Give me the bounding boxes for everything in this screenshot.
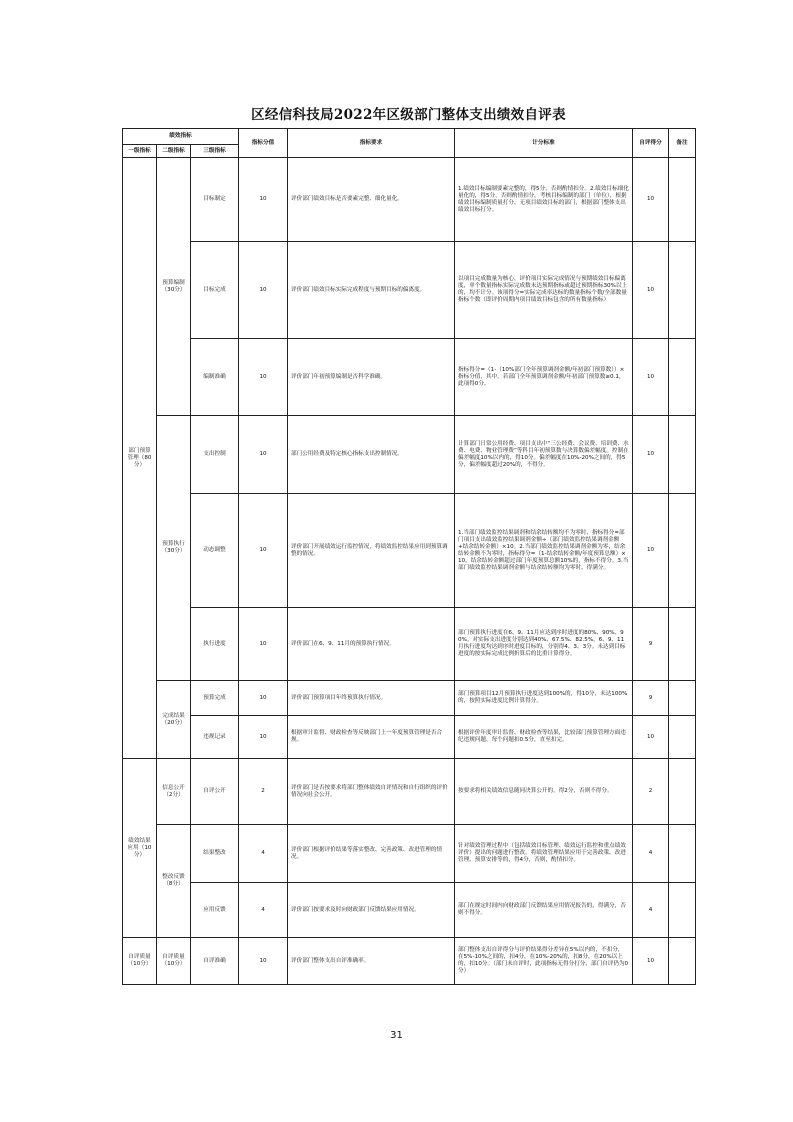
scoring-cell: 计算部门日常公用经费、项目支出中“三公经费、会议费、培训费、水费、电费、物业管理费”等科目年初预算数与决算数偏差幅度。控制在偏差幅度10%以内的，得10分。偏差幅度在10%-20%之间的，得5分，偏差幅度超过20%的，不得分。 [455,416,633,494]
weight-cell: 10 [239,938,288,985]
l3-cell: 结果整改 [191,825,239,883]
scoring-cell: 针对绩效管理过程中（包括绩效目标管理、绩效运行监控和重点绩效评价）提出的问题进行整改，将绩效管理结果应用于完善政策、改进管理、预算安排等的，得4分，否则，酌情扣分。 [455,825,633,883]
header-requirement: 指标要求 [288,129,455,158]
header-level3: 三级指标 [191,145,239,158]
l1-results: 绩效结果应用（10分） [123,759,157,938]
remark-cell [669,759,696,825]
scoring-cell: 1.绩效目标编制要素完整的，得5分，否则酌情扣分。2.绩效目标细化量化的，得5分，否则酌情扣分。考核目标编制的部门（单位），根据绩效目标编制质量打分，无项目绩效目标的部门，根据部门整体支出绩效目标打分。 [455,158,633,242]
score-cell: 10 [633,339,669,416]
l2-complete: 完成结果（20分） [157,681,191,759]
score-cell: 10 [633,938,669,985]
remark-cell [669,681,696,716]
l3-cell: 目标制定 [191,158,239,242]
page-title: 区经信科技局2022年区级部门整体支出绩效自评表 [251,107,566,123]
header-row-1 [123,129,696,145]
l1-budget: 部门预算管理（80分） [123,158,157,759]
header-scoring: 计分标准 [455,129,633,158]
header-remark: 备注 [669,129,696,158]
requirement-cell: 评价部门开展绩效运行监控情况，将绩效监控结果应用到预算调整的情况。 [288,494,455,608]
scoring-cell: 根据评价年度审计监督、财政检查等结果，比较部门预算管理方面违纪违规问题，每个问题扣0.5分，直至扣完。 [455,716,633,759]
header-score: 自评得分 [633,129,669,158]
weight-cell: 10 [239,494,288,608]
table-row [123,825,696,883]
requirement-cell: 评价部门是否按要求将部门整体绩效自评情况和自行组织的评价情况向社会公开。 [288,759,455,825]
score-cell: 10 [633,242,669,339]
score-cell: 4 [633,825,669,883]
table-row [123,494,696,608]
scoring-cell: 部门预算执行进度在6、9、11月应达到序时进度的80%、90%、90%。对实际支出进度分别达到40%、67.5%、82.5%，6、9、11月执行进度均达到序时进度目标的，分别得4、3、3分。未达到目标进度的按实际完成比例折算后的比重计算得分。 [455,608,633,681]
page-number: 31 [390,1030,403,1041]
l2-exec: 预算执行（30分） [157,416,191,681]
l3-cell: 执行进度 [191,608,239,681]
requirement-cell: 评价部门按要求及时向财政部门反馈结果应用情况。 [288,883,455,938]
score-cell: 4 [633,883,669,938]
remark-cell [669,938,696,985]
remark-cell [669,339,696,416]
l3-cell: 编制准确 [191,339,239,416]
scoring-cell: 以项目完成数量为核心，评价项目实际完成情况与预期绩效目标偏离度，单个数量指标实际完成数未达预期指标或超过预期指标30%以上的，均不计分。该项得分=实际完成率达标的数量指标个数/全部数量指标个数（即评价周期内项目绩效目标包含的所有数量指标） [455,242,633,339]
l3-cell: 自评准确 [191,938,239,985]
requirement-cell: 评价部门预算项目年终预算执行情况。 [288,681,455,716]
table-row [123,608,696,681]
score-cell: 10 [633,494,669,608]
l2-info: 信息公开（2分） [157,759,191,825]
remark-cell [669,825,696,883]
requirement-cell: 评价部门根据评价结果等落实整改、完善政策、改进管理的情况。 [288,825,455,883]
score-cell: 10 [633,716,669,759]
l3-cell: 动态调整 [191,494,239,608]
weight-cell: 4 [239,883,288,938]
score-cell: 9 [633,608,669,681]
score-cell: 10 [633,416,669,494]
table-row [123,716,696,759]
weight-cell: 10 [239,339,288,416]
l2-selfqual: 自评质量（10分） [157,938,191,985]
header-indicator-group: 绩效指标 [123,129,239,145]
table-row [123,883,696,938]
table-row [123,759,696,825]
remark-cell [669,416,696,494]
requirement-cell: 评价部门绩效目标实际完成程度与预期目标的偏离度。 [288,242,455,339]
weight-cell: 10 [239,416,288,494]
weight-cell: 10 [239,158,288,242]
table-row [123,242,696,339]
scoring-cell: 部门在规定时间内向财政部门反馈结果应用情况报告的，得满分，否则不得分。 [455,883,633,938]
l3-cell: 支出控制 [191,416,239,494]
weight-cell: 10 [239,681,288,716]
table-row [123,339,696,416]
l2-prep: 预算编制（30分） [157,158,191,416]
scoring-cell: 按要求将相关绩效信息随同决算公开的，得2分，否则不得分。 [455,759,633,825]
remark-cell [669,242,696,339]
remark-cell [669,883,696,938]
l1-quality: 自评质量（10分） [123,938,157,985]
header-level1: 一级指标 [123,145,157,158]
scoring-cell: 1.当部门绩效监控结果调剂和结余结转额均不为零时，指标得分=部门项目支出绩效监控结果调剂金额÷（部门绩效监控结果调剂金额+结余结转金额）×10。2.当部门绩效监控结果调剂金额为零，结余结转金额不为零时，指标得分=（1-结余结转金额/年度预算总额）×10，结余结转金额超过部门年度预算总额10%的，指标不得分。3.当部门绩效监控结果调剂金额与结余结转额均为零时，得满分。 [455,494,633,608]
requirement-cell: 根据审计监督、财政检查等反映部门上一年度预算管理是否合规。 [288,716,455,759]
l3-cell: 预算完成 [191,681,239,716]
header-weight: 指标分值 [239,129,288,158]
weight-cell: 10 [239,716,288,759]
score-cell: 10 [633,158,669,242]
requirement-cell: 评价部门绩效目标是否要素完整、细化量化。 [288,158,455,242]
weight-cell: 2 [239,759,288,825]
remark-cell [669,608,696,681]
scoring-cell: 部门整体支出自评得分与评价结果得分差异在5%以内的，不扣分，在5%-10%之间的，扣4分，在10%-20%的，扣8分，在20%以上的，扣10分。（部门未自评时，此项指标无得分打分，部门自评仍为0分） [455,938,633,985]
l2-feedback: 整改反馈（8分） [157,825,191,938]
weight-cell: 10 [239,242,288,339]
scoring-cell: 部门预算项目12月预算执行进度达到100%的，得10分，未达100%的，按照实际进度比例计算得分。 [455,681,633,716]
table-row [123,938,696,985]
remark-cell [669,494,696,608]
l3-cell: 违规记录 [191,716,239,759]
requirement-cell: 部门公用经费及特定核心指标支出控制情况。 [288,416,455,494]
l3-cell: 应用反馈 [191,883,239,938]
requirement-cell: 评价部门整体支出自评准确率。 [288,938,455,985]
remark-cell [669,158,696,242]
l3-cell: 自评公开 [191,759,239,825]
weight-cell: 10 [239,608,288,681]
table-row [123,681,696,716]
table-row [123,416,696,494]
scoring-cell: 指标得分=（1-（10%部门全年预算调剂金额/年初部门预算数））×指标分值，其中，若部门全年预算调剂金额/年初部门预算数≥0.1，此项得0分。 [455,339,633,416]
performance-table [122,128,696,985]
remark-cell [669,716,696,759]
score-cell: 9 [633,681,669,716]
requirement-cell: 评价部门在6、9、11月的预算执行情况。 [288,608,455,681]
score-cell: 2 [633,759,669,825]
header-level2: 二级指标 [157,145,191,158]
l3-cell: 目标完成 [191,242,239,339]
weight-cell: 4 [239,825,288,883]
table-row [123,158,696,242]
requirement-cell: 评价部门年初预算编制是否科学准确。 [288,339,455,416]
